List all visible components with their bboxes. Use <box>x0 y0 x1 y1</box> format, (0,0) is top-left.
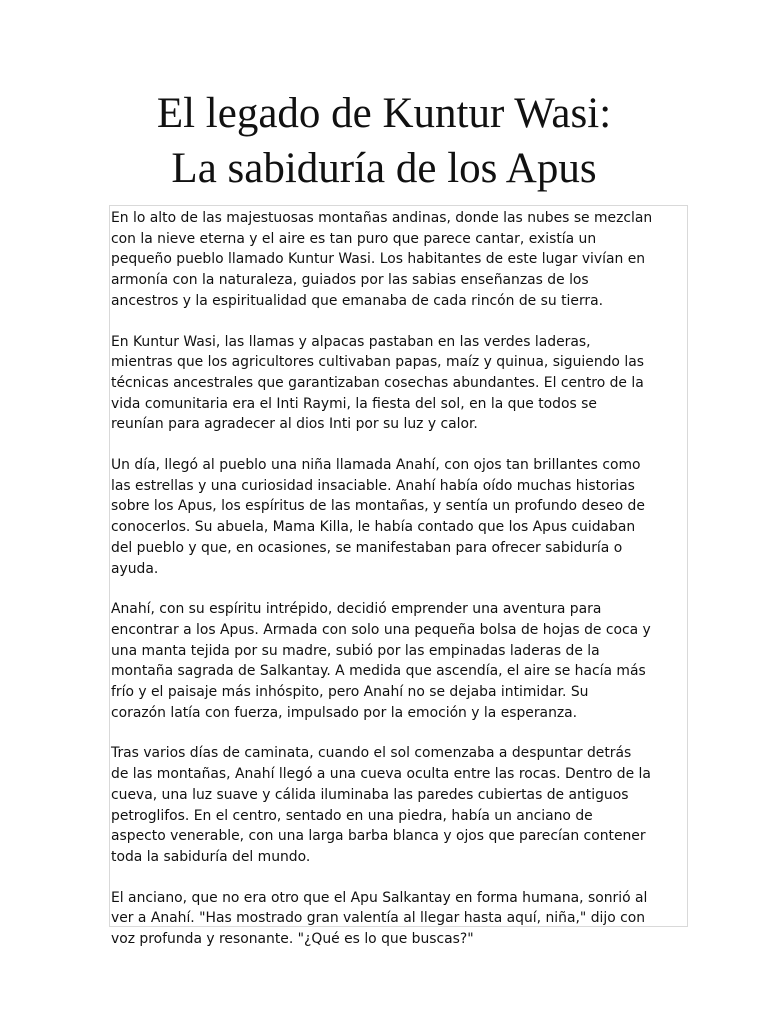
paragraph: Un día, llegó al pueblo una niña llamada Anahí, con ojos tan brillantes como las estrellas y una curiosidad insaciable. Anahí había oído muchas historias sobre los Apus, los espíritus de las montañas, y sentía un profundo deseo de conocerlos. Su abuela, Mama Killa, le había contado que los Apus cuidaban del pueblo y que, en ocasiones, se manifestaban para ofrecer sabiduría o ayuda. <box>111 457 645 577</box>
paragraph: En lo alto de las majestuosas montañas andinas, donde las nubes se mezclan con la nieve eterna y el aire es tan puro que parece cantar, existía un pequeño pueblo llamado Kuntur Wasi. Los habitantes de este lugar vivían en armonía con la naturaleza, guiados por las sabias enseñanzas de los ancestros y la espiritualidad que emanaba de cada rincón de su tierra. <box>111 210 653 309</box>
body-text-box <box>109 205 688 948</box>
title-line-2: La sabiduría de los Apus <box>171 145 597 192</box>
title-line-1: El legado de Kuntur Wasi: <box>156 90 612 137</box>
document-title <box>0 86 768 196</box>
paragraph: En Kuntur Wasi, las llamas y alpacas pastaban en las verdes laderas, mientras que los agricultores cultivaban papas, maíz y quinua, siguiendo las técnicas ancestrales que garantizaban cosechas abundantes. El centro de la vida comunitaria era el Inti Raymi, la fiesta del sol, en la que todos se reunían para agradecer al dios Inti por su luz y calor. <box>111 333 644 433</box>
paragraph: Tras varios días de caminata, cuando el sol comenzaba a despuntar detrás de las montañas, Anahí llegó a una cueva oculta entre las rocas. Dentro de la cueva, una luz suave y cálida iluminaba las paredes cubiertas de antiguos petroglifos. En el centro, sentado en una piedra, había un anciano de aspecto venerable, con una larga barba blanca y ojos que parecían contener toda la sabiduría del mundo. <box>111 745 651 865</box>
paragraph: El anciano, que no era otro que el Apu Salkantay en forma humana, sonrió al ver a Anahí. "Has mostrado gran valentía al llegar hasta aquí, niña," dijo con voz profunda y resonante. "¿Qué es lo que buscas?" <box>111 889 648 948</box>
paragraph: Anahí, con su espíritu intrépido, decidió emprender una aventura para encontrar a los Apus. Armada con solo una pequeña bolsa de hojas de coca y una manta tejida por su madre, subió por las empinadas laderas de la montaña sagrada de Salkantay. A medida que ascendía, el aire se hacía más frío y el paisaje más inhóspito, pero Anahí no se dejaba intimidar. Su corazón latía con fuerza, impulsado por la emoción y la esperanza. <box>111 601 651 721</box>
